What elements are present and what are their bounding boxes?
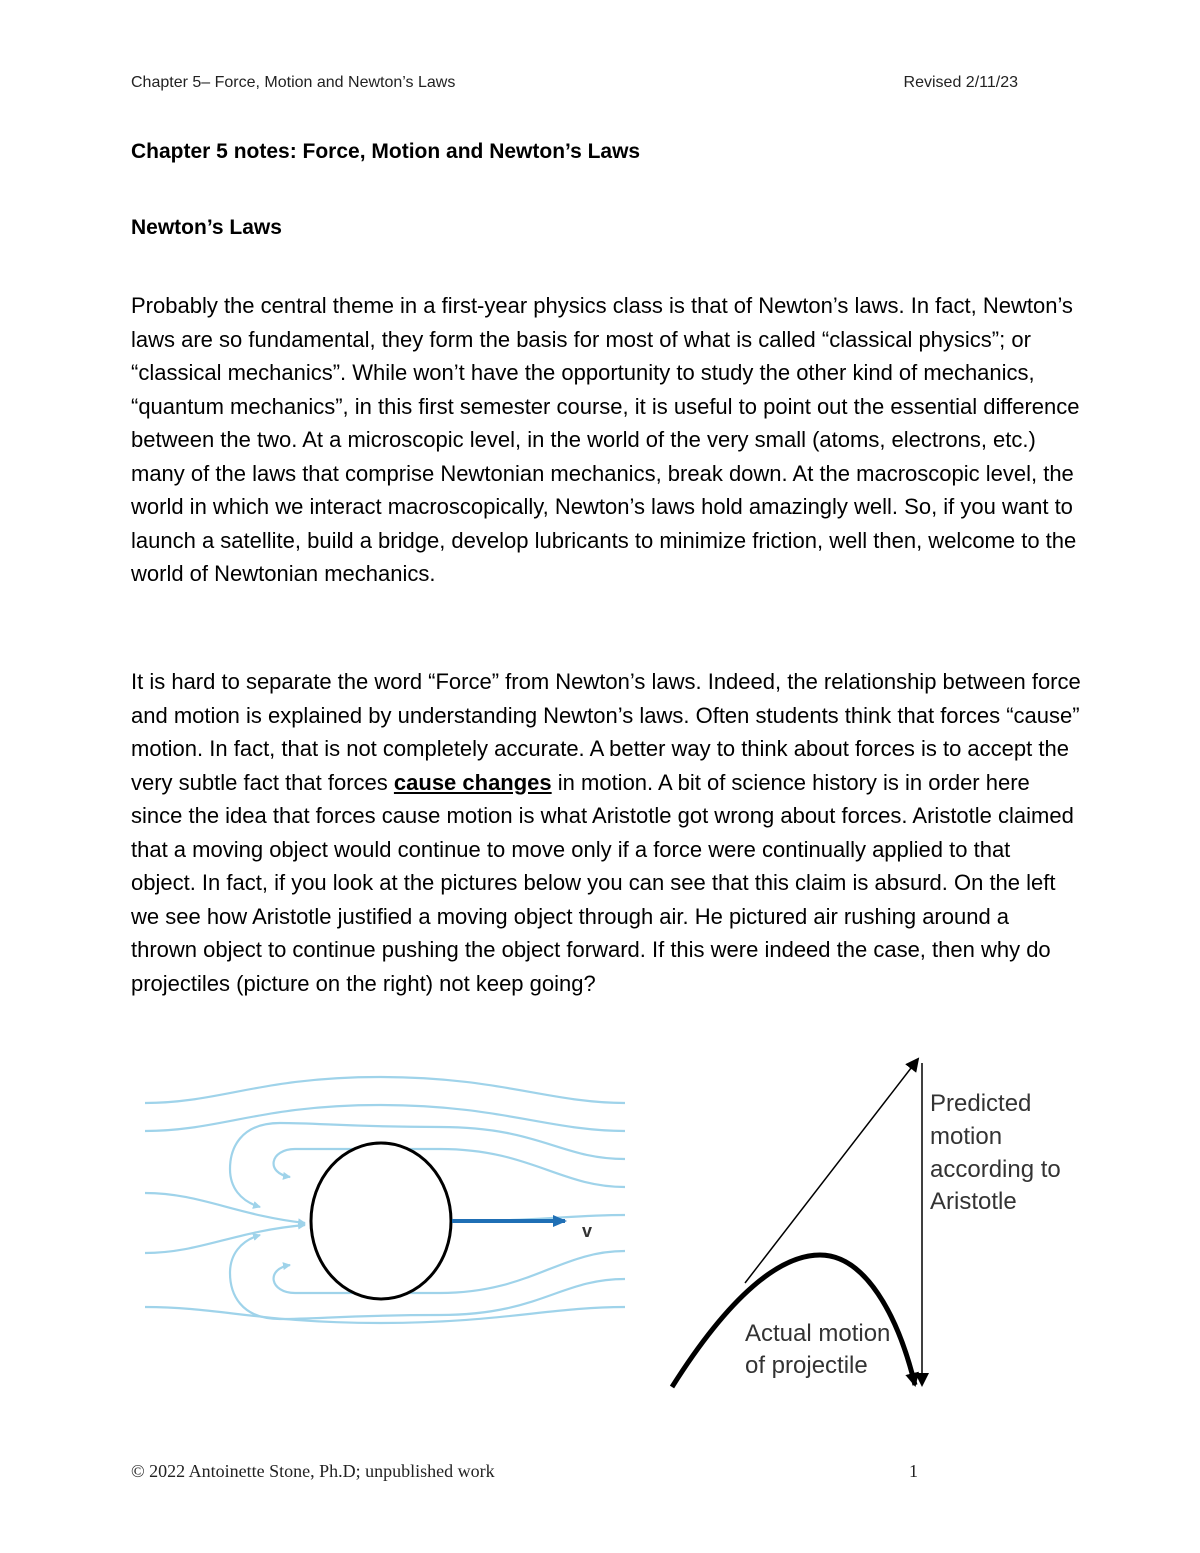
figure-air-flow-around-ball [140, 1065, 640, 1325]
paragraph-force-text-2: in motion. A bit of science history is in order here since the idea that forces cause motion is what Aristotle got wrong about forces. Aristotle claimed that a moving object would continue to move only if a force were continually applied to that object. In fact, if you look at the pictures below you can see that this claim is absurd. On the left we see how Aristotle justified a moving object through air. He pictured air rushing around a thrown object to continue pushing the object forward. If this were indeed the case, then why do projectiles (picture on the right) not keep going? [131, 769, 1074, 996]
actual-label-line-1: Actual motion [745, 1320, 891, 1347]
header-chapter: Chapter 5– Force, Motion and Newton’s Laws [131, 74, 456, 91]
paragraph-intro: Probably the central theme in a first-year physics class is that of Newton’s laws. In fact, Newton’s laws are so fundamental, they form the basis for most of what is called “classical physics”; or “classical mechanics”. While won’t have the opportunity to study the other kind of mechanics, “quantum mechanics”, in this first semester course, it is useful to point out the essential difference between the two. At a microscopic level, in the world of the very small (atoms, electrons, etc.) many of the laws that comprise Newtonian mechanics, break down. At the macroscopic level, the world in which we interact macroscopically, Newton’s laws hold amazingly well. So, if you want to launch a satellite, build a bridge, develop lubricants to minimize friction, well then, welcome to the world of Newtonian mechanics. [131, 293, 1080, 586]
predicted-motion-arrow [745, 1059, 918, 1283]
page-number: 1 [909, 1461, 918, 1481]
ball [311, 1143, 451, 1299]
actual-motion-label [745, 1320, 890, 1379]
actual-label-line-2: of projectile [745, 1352, 868, 1379]
paragraph-force [131, 665, 1081, 1000]
predicted-label-line-4: Aristotle [930, 1188, 1017, 1215]
predicted-label-line-1: Predicted [930, 1090, 1032, 1117]
emphasis-cause-changes: cause changes [393, 769, 552, 795]
predicted-motion-label [930, 1090, 1061, 1215]
footer-copyright: © 2022 Antoinette Stone, Ph.D; unpublished work [131, 1461, 495, 1481]
predicted-label-line-3: according to [930, 1156, 1061, 1183]
page-title: Chapter 5 notes: Force, Motion and Newton’s Laws [131, 140, 641, 163]
velocity-label: v [582, 1221, 593, 1241]
header-revised-date: Revised 2/11/23 [903, 74, 1018, 91]
predicted-label-line-2: motion [930, 1123, 1003, 1150]
figure-projectile-motion [660, 1045, 1080, 1395]
section-heading: Newton’s Laws [131, 216, 282, 239]
paragraph-force-text-1: It is hard to separate the word “Force” from Newton’s laws. Indeed, the relationship between force and motion is explained by understanding Newton’s laws. Often students think that forces “cause” motion. In fact, that is not completely accurate. A better way to think about forces is to accept the very subtle fact that forces [131, 669, 1081, 795]
